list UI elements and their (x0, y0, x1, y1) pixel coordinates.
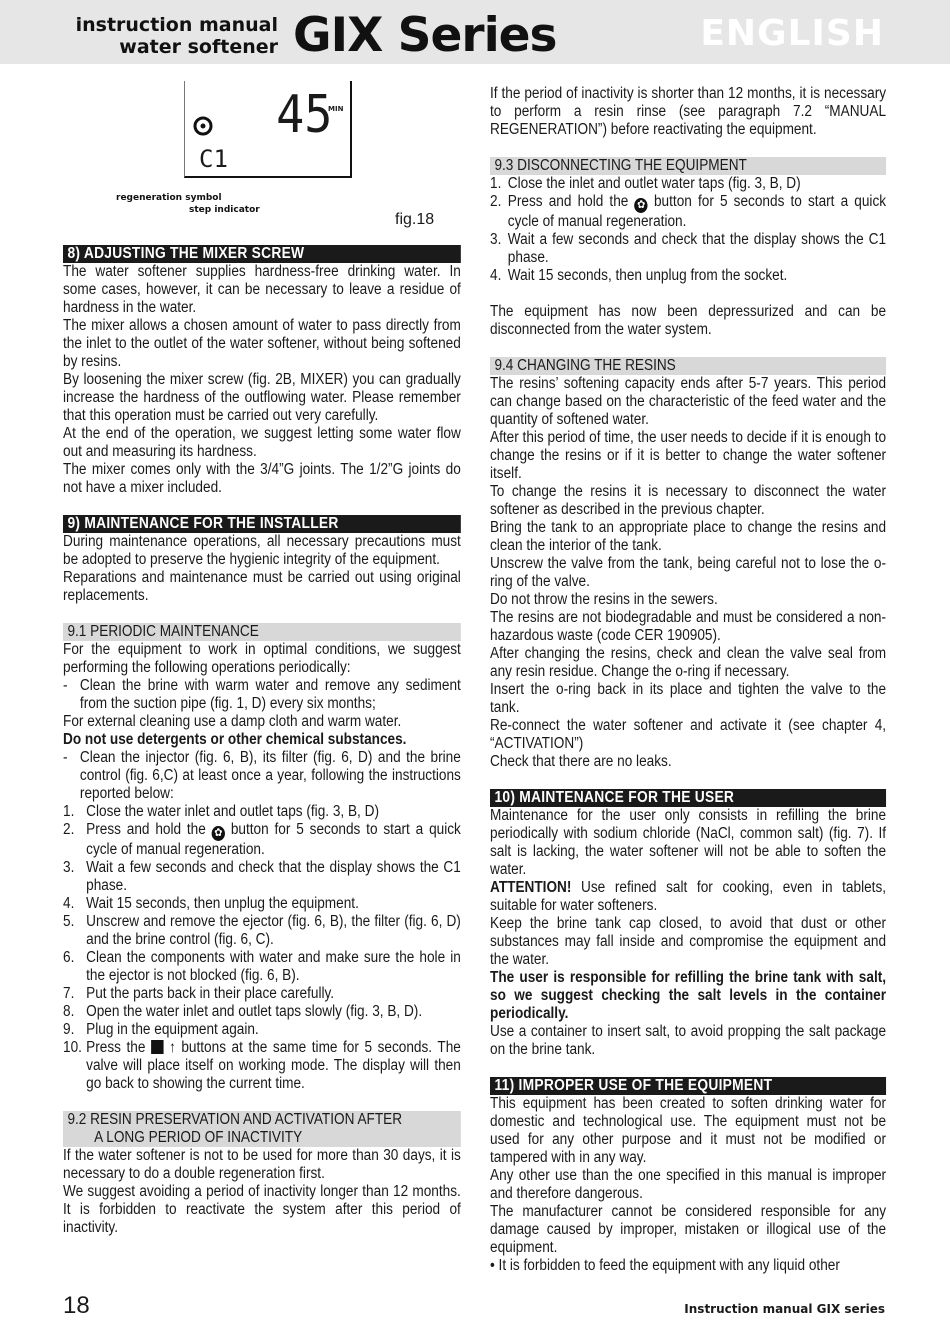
paragraph: Re-connect the water softener and activate it (see chapter 4, “ACTIVATION”) (490, 717, 887, 752)
header-subtitle-line1: instruction manual (75, 14, 278, 36)
section-9-3-heading: 9.3 DISCONNECTING THE EQUIPMENT (490, 157, 886, 175)
paragraph: For the equipment to work in optimal conditions, we suggest performing the following operations periodically: (63, 641, 461, 676)
paragraph: After changing the resins, check and clean the valve seal from any resin residue. Change the o-ring if necessary. (490, 645, 887, 680)
list-item: 2. Press and hold the ✿ button for 5 seconds to start a quick cycle of manual regeneration. (490, 193, 887, 230)
paragraph: Check that there are no leaks. (490, 753, 672, 770)
list-item: 3. Wait a few seconds and check that the display shows the C1 phase. (490, 231, 887, 266)
list-item: 4. Wait 15 seconds, then unplug the equipment. (63, 895, 359, 912)
display-figure (184, 81, 352, 178)
list-item: 1. Close the inlet and outlet water taps (fig. 3, B, D) (490, 175, 801, 192)
regeneration-button-icon: ✿ (634, 198, 647, 213)
paragraph: Do not throw the resins in the sewers. (490, 591, 718, 608)
list-item: 5. Unscrew and remove the ejector (fig. 6, B), the filter (fig. 6, D) and the brine control (fig. 6, C). (63, 913, 461, 948)
paragraph: Maintenance for the user only consists in refilling the brine periodically with sodium chloride (NaCl, common salt) (fig. 7). If salt is lacking, the water softener will not be able to soften the water. (490, 807, 887, 878)
paragraph: The manufacturer cannot be considered responsible for any damage caused by improper, mistaken or illogical use of the equipment. (490, 1203, 887, 1256)
page-header (0, 0, 950, 64)
paragraph: At the end of the operation, we suggest letting some water flow out and measuring its hardness. (63, 425, 461, 460)
display-value: 45 (276, 85, 333, 145)
paragraph: The mixer comes only with the 3/4”G joints. The 1/2”G joints do not have a mixer included. (63, 461, 461, 496)
footer-text: Instruction manual GIX series (684, 1302, 885, 1316)
section-8-heading: 8) ADJUSTING THE MIXER SCREW (63, 245, 461, 263)
left-column (63, 245, 461, 1237)
page-number: 18 (63, 1292, 90, 1319)
paragraph: After this period of time, the user needs to decide if it is enough to change the resins or if it is better to change the water softener itself. (490, 429, 887, 482)
warning-text: The user is responsible for refilling the brine tank with salt, so we suggest checking the salt levels in the container periodically. (490, 969, 887, 1022)
paragraph: By loosening the mixer screw (fig. 2B, MIXER) you can gradually increase the hardness of the outflowing water. Please remember that this operation must be carried out very carefully. (63, 371, 461, 424)
paragraph: ATTENTION! Use refined salt for cooking, even in tablets, suitable for water softeners. (490, 879, 887, 914)
paragraph: Bring the tank to an appropriate place to change the resins and clean the interior of the tank. (490, 519, 887, 554)
paragraph: If the period of inactivity is shorter than 12 months, it is necessary to perform a resin rinse (see paragraph 7.2 “MANUAL REGENERATION”) before reactivating the equipment. (490, 85, 887, 138)
list-item: 6. Clean the components with water and make sure the hole in the ejector is not blocked (fig. 6, B). (63, 949, 461, 984)
list-item: 7. Put the parts back in their place carefully. (63, 985, 335, 1002)
paragraph: The resins are not biodegradable and must be considered a non-hazardous waste (code CER 190905). (490, 609, 887, 644)
up-arrow-icon: ↑ (168, 1039, 176, 1056)
right-column (490, 85, 886, 1275)
section-9-4-heading: 9.4 CHANGING THE RESINS (490, 357, 886, 375)
paragraph: This equipment has been created to soften drinking water for domestic and technological use. The equipment must not be used for any other purpose and it must not be modified or tampered with in any way. (490, 1095, 887, 1166)
header-subtitle-line2: water softener (119, 36, 278, 58)
header-title: GIX Series (293, 8, 557, 63)
paragraph: The resins’ softening capacity ends after 5-7 years. This period can change based on the characteristic of the feed water and the quantity of softened water. (490, 375, 887, 428)
paragraph: The mixer allows a chosen amount of water to pass directly from the inlet to the outlet of the water softener, without being softened by resins. (63, 317, 461, 370)
warning-text: Do not use detergents or other chemical substances. (63, 731, 407, 748)
paragraph: Use a container to insert salt, to avoid propping the salt package on the brine tank. (490, 1023, 887, 1058)
paragraph: The equipment has now been depressurized and can be disconnected from the water system. (490, 303, 887, 338)
paragraph: If the water softener is not to be used for more than 30 days, it is necessary to do a double regeneration first. (63, 1147, 461, 1182)
set-button-icon (151, 1040, 163, 1054)
section-9-2-heading: 9.2 RESIN PRESERVATION AND ACTIVATION AFTER A LONG PERIOD OF INACTIVITY (63, 1111, 461, 1147)
paragraph: Reparations and maintenance must be carried out using original replacements. (63, 569, 461, 604)
paragraph: Unscrew the valve from the tank, being careful not to lose the o-ring of the valve. (490, 555, 887, 590)
section-9-heading: 9) MAINTENANCE FOR THE INSTALLER (63, 515, 461, 533)
list-item: - Clean the brine with warm water and remove any sediment from the suction pipe (fig. 1, D) every six months; (63, 677, 461, 712)
display-unit: MIN (328, 105, 344, 113)
regeneration-button-icon: ✿ (212, 826, 225, 841)
paragraph: • It is forbidden to feed the equipment with any liquid other (490, 1257, 840, 1274)
list-item: 10. Press the ↑ buttons at the same time for 5 seconds. The valve will place itself on working mode. The display will then go back to showing the current time. (63, 1039, 461, 1092)
paragraph: To change the resins it is necessary to disconnect the water softener as described in the previous chapter. (490, 483, 887, 518)
regeneration-icon (195, 118, 211, 134)
list-item: 9. Plug in the equipment again. (63, 1021, 259, 1038)
header-language: ENGLISH (700, 13, 884, 54)
list-item: 2. Press and hold the ✿ button for 5 seconds to start a quick cycle of manual regeneration. (63, 821, 461, 858)
section-9-1-heading: 9.1 PERIODIC MAINTENANCE (63, 623, 461, 641)
paragraph: Any other use than the one specified in this manual is improper and therefore dangerous. (490, 1167, 887, 1202)
section-10-heading: 10) MAINTENANCE FOR THE USER (490, 789, 886, 807)
step-indicator-label: step indicator (189, 205, 260, 215)
display-step: C1 (199, 145, 228, 173)
paragraph: We suggest avoiding a period of inactivity longer than 12 months. It is forbidden to reactivate the system after this period of inactivity. (63, 1183, 461, 1236)
paragraph: The water softener supplies hardness-free drinking water. In some cases, however, it can be necessary to leave a residue of hardness in the water. (63, 263, 461, 316)
paragraph: For external cleaning use a damp cloth and warm water. (63, 713, 402, 730)
paragraph: During maintenance operations, all necessary precautions must be adopted to preserve the hygienic integrity of the equipment. (63, 533, 461, 568)
section-11-heading: 11) IMPROPER USE OF THE EQUIPMENT (490, 1077, 886, 1095)
regeneration-symbol-label: regeneration symbol (116, 193, 222, 203)
paragraph: Keep the brine tank cap closed, to avoid that dust or other substances may fall inside and compromise the equipment and the water. (490, 915, 887, 968)
list-item: 1. Close the water inlet and outlet taps (fig. 3, B, D) (63, 803, 380, 820)
list-item: - Clean the injector (fig. 6, B), its filter (fig. 6, D) and the brine control (fig. 6,C) at least once a year, following the instructions reported below: (63, 749, 461, 802)
list-item: 8. Open the water inlet and outlet taps slowly (fig. 3, B, D). (63, 1003, 423, 1020)
list-item: 4. Wait 15 seconds, then unplug from the socket. (490, 267, 788, 284)
list-item: 3. Wait a few seconds and check that the display shows the C1 phase. (63, 859, 461, 894)
figure-caption: fig.18 (395, 211, 435, 228)
paragraph: Insert the o-ring back in its place and tighten the valve to the tank. (490, 681, 887, 716)
